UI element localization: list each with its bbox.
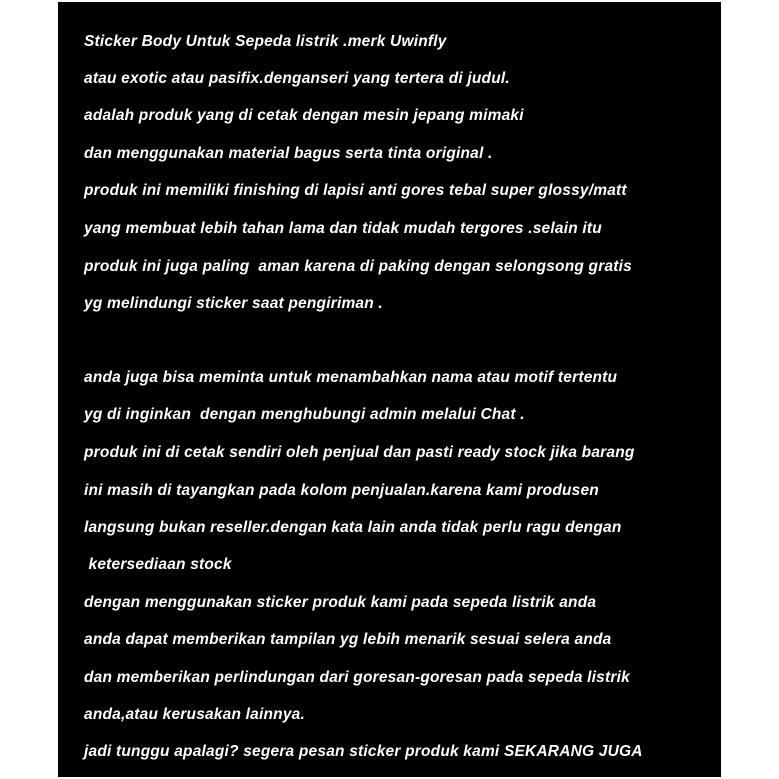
description-line-8: yg melindungi sticker saat pengiriman . [84,295,383,312]
description-line-14: ketersediaan stock [84,556,232,573]
description-line-17: dan memberikan perlindungan dari goresan-goresan pada sepeda listrik [84,669,630,686]
description-line-4: dan menggunakan material bagus serta tinta original . [84,145,493,162]
description-line-3: adalah produk yang di cetak dengan mesin jepang mimaki [84,107,524,124]
description-line-15: dengan menggunakan sticker produk kami pada sepeda listrik anda [84,594,597,611]
description-line-6: yang membuat lebih tahan lama dan tidak mudah tergores .selain itu [84,220,602,237]
description-line-10: yg di inginkan dengan menghubungi admin melalui Chat . [84,406,525,423]
description-line-12: ini masih di tayangkan pada kolom penjualan.karena kami produsen [84,482,599,499]
description-line-16: anda dapat memberikan tampilan yg lebih menarik sesuai selera anda [84,631,612,648]
description-line-9: anda juga bisa meminta untuk menambahkan nama atau motif tertentu [84,369,618,386]
description-line-2: atau exotic atau pasifix.denganseri yang tertera di judul. [84,70,510,87]
description-line-19: jadi tunggu apalagi? segera pesan sticker produk kami SEKARANG JUGA [84,743,643,760]
description-line-7: produk ini juga paling aman karena di paking dengan selongsong gratis [84,258,632,275]
description-line-1: Sticker Body Untuk Sepeda listrik .merk Uwinfly [84,33,447,50]
description-line-5: produk ini memiliki finishing di lapisi anti gores tebal super glossy/matt [84,182,627,199]
description-line-11: produk ini di cetak sendiri oleh penjual dan pasti ready stock jika barang [84,444,635,461]
description-line-18: anda,atau kerusakan lainnya. [84,706,305,723]
description-line-13: langsung bukan reseller.dengan kata lain anda tidak perlu ragu dengan [84,519,622,536]
